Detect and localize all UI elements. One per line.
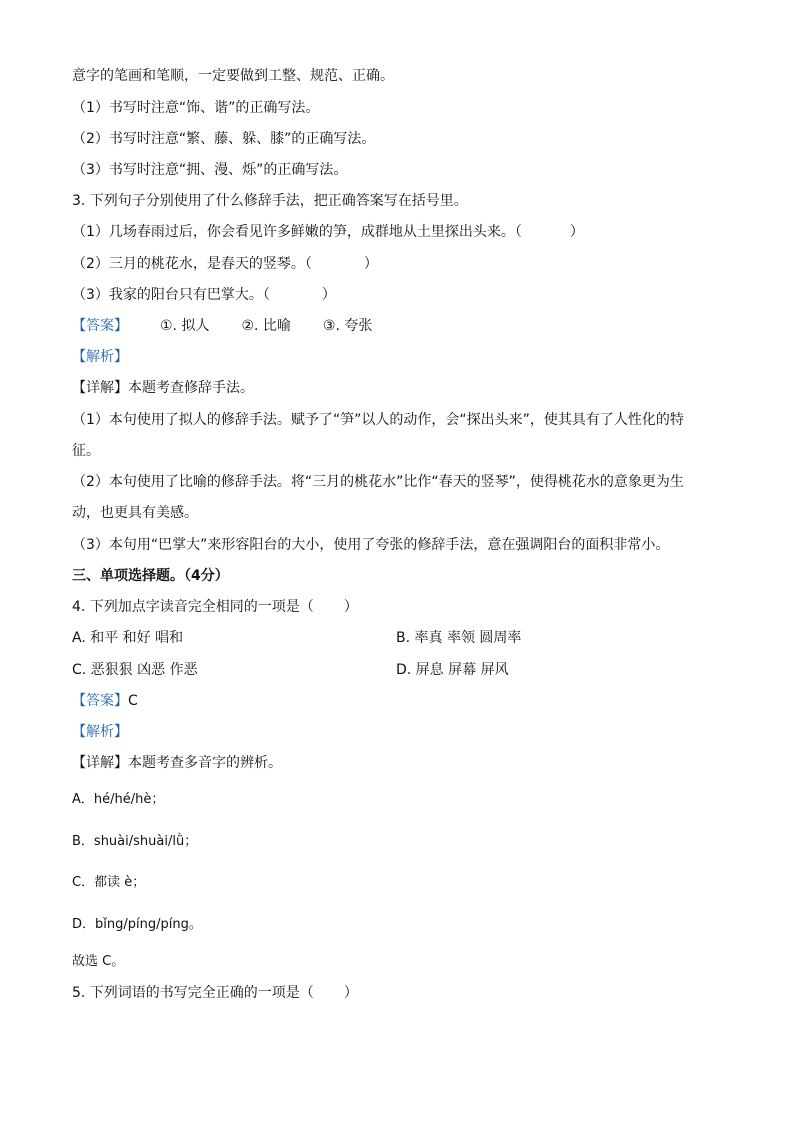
question-3-item-3-text: （3）我家的阳台只有巴掌大。（	[72, 287, 270, 303]
question-5-text: 5. 下列词语的书写完全正确的一项是（	[72, 985, 314, 1001]
paragraph-intro: 意字的笔画和笔顺，一定要做到工整、规范、正确。	[72, 68, 394, 84]
analysis-label: 【解析】	[72, 724, 128, 740]
pinyin-c: C．都读 è；	[72, 875, 146, 890]
answer-2: ②. 比喻	[241, 318, 291, 334]
explanation-1-line-1: （1）本句使用了拟人的修辞手法。赋予了“笋”以人的动作，会“探出头来”，使其具有了人性化的特	[72, 412, 684, 428]
explanation-3: （3）本句用“巴掌大”来形容阳台的大小，使用了夸张的修辞手法，意在强调阳台的面积非常小。	[72, 537, 670, 553]
answer-label: 【答案】	[72, 318, 128, 334]
answer-label: 【答案】	[72, 693, 128, 709]
detail-row-3	[72, 378, 254, 398]
option-d: D. 屏息 屏幕 屏风	[396, 662, 509, 678]
conclusion: 故选 C。	[72, 954, 125, 969]
bracket-close: ）	[343, 985, 358, 1001]
answer-3: ③. 夸张	[322, 318, 373, 334]
option-a: A. 和平 和好 唱和	[72, 630, 184, 646]
pinyin-a: A．hé/hé/hè；	[72, 792, 165, 807]
section-3-title: 三、单项选择题。（4分）	[72, 568, 229, 584]
explanation-2-line-2: 动，也更具有美感。	[72, 505, 198, 521]
note-item-2: （2）书写时注意“繁、藤、躲、膝”的正确写法。	[72, 131, 376, 147]
question-3-item-1	[72, 222, 584, 242]
question-3-item-3	[72, 285, 336, 305]
note-item-3: （3）书写时注意“拥、漫、烁”的正确写法。	[72, 162, 348, 178]
bracket-close: ）	[569, 224, 584, 240]
answer-row-3	[72, 316, 372, 336]
bracket-close: ）	[363, 256, 378, 272]
pinyin-d: D．bǐng/píng/píng。	[72, 917, 202, 932]
answer-row-4	[72, 691, 138, 711]
question-3-title: 3. 下列句子分别使用了什么修辞手法，把正确答案写在括号里。	[72, 193, 468, 209]
detail-row-4	[72, 753, 282, 773]
bracket-close: ）	[321, 287, 336, 303]
bracket-close: ）	[343, 599, 358, 615]
explanation-2-line-1: （2）本句使用了比喻的修辞手法。将“三月的桃花水”比作“春天的竖琴”，使得桃花水的意象更为生	[72, 474, 684, 490]
answer-1: ①. 拟人	[160, 318, 210, 334]
question-4-text: 4. 下列加点字读音完全相同的一项是（	[72, 599, 314, 615]
question-4-title	[72, 597, 358, 617]
pinyin-b: B．shuài/shuài/lǜ；	[72, 834, 198, 849]
note-item-1: （1）书写时注意“饰、谐”的正确写法。	[72, 100, 320, 116]
question-3-item-2	[72, 254, 378, 274]
question-3-item-1-text: （1）几场春雨过后，你会看见许多鲜嫩的笋，成群地从土里探出头来。（	[72, 224, 522, 240]
option-b: B. 率真 率领 圆周率	[396, 630, 522, 646]
question-5-title	[72, 983, 358, 1003]
detail-text: 本题考查修辞手法。	[128, 380, 254, 396]
answer-value: C	[128, 693, 138, 709]
option-c: C. 恶狠狠 凶恶 作恶	[72, 662, 198, 678]
question-3-item-2-text: （2）三月的桃花水，是春天的竖琴。（	[72, 256, 312, 272]
detail-label: 【详解】	[72, 380, 128, 396]
detail-text: 本题考查多音字的辨析。	[128, 755, 282, 771]
analysis-label: 【解析】	[72, 349, 128, 365]
explanation-1-line-2: 征。	[72, 443, 100, 459]
detail-label: 【详解】	[72, 755, 128, 771]
